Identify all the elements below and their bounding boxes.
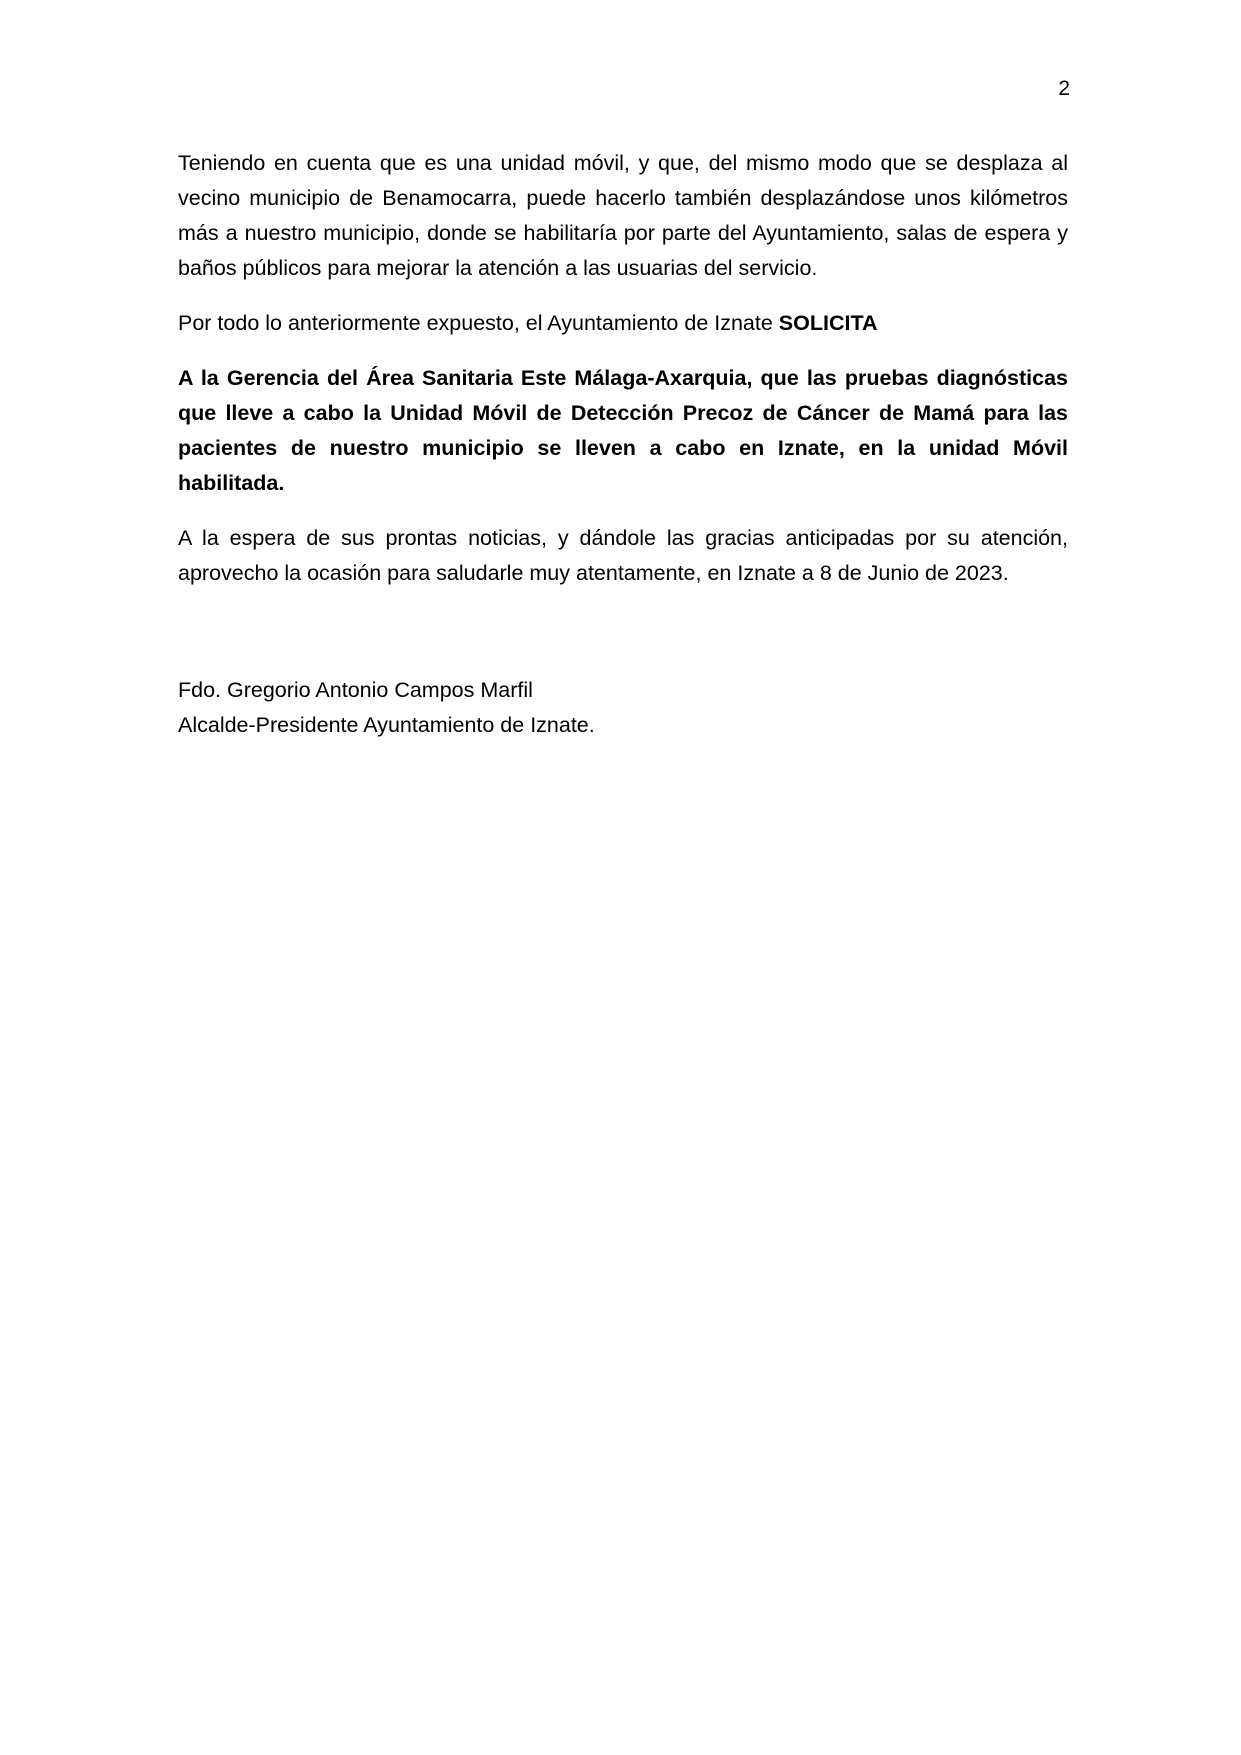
page-number: 2 <box>1058 77 1070 100</box>
paragraph-closing: A la espera de sus prontas noticias, y dándole las gracias anticipadas por su atención, aprovecho la ocasión para saludarle muy atentamente, en Iznate a 8 de Junio de 2023. <box>178 526 1068 585</box>
solicita-keyword: SOLICITA <box>778 311 878 335</box>
paragraph-request: A la Gerencia del Área Sanitaria Este Málaga-Axarquia, que las pruebas diagnósticas que lleve a cabo la Unidad Móvil de Detección Precoz de Cáncer de Mamá para las pacientes de nuestro municipio se lleven a cabo en Iznate, en la unidad Móvil habilitada. <box>178 366 1068 495</box>
signature-title: Alcalde-Presidente Ayuntamiento de Iznate. <box>178 713 595 737</box>
signature-block <box>178 673 1068 743</box>
paragraph-request-intro <box>178 306 1068 341</box>
letter-body <box>178 146 1068 611</box>
signature-name: Fdo. Gregorio Antonio Campos Marfil <box>178 678 533 702</box>
request-intro-text: Por todo lo anteriormente expuesto, el Ayuntamiento de Iznate <box>178 311 779 335</box>
paragraph-context: Teniendo en cuenta que es una unidad móvil, y que, del mismo modo que se desplaza al vecino municipio de Benamocarra, puede hacerlo también desplazándose unos kilómetros más a nuestro municipio, donde se habilitaría por parte del Ayuntamiento, salas de espera y baños públicos para mejorar la atención a las usuarias del servicio. <box>178 151 1068 280</box>
